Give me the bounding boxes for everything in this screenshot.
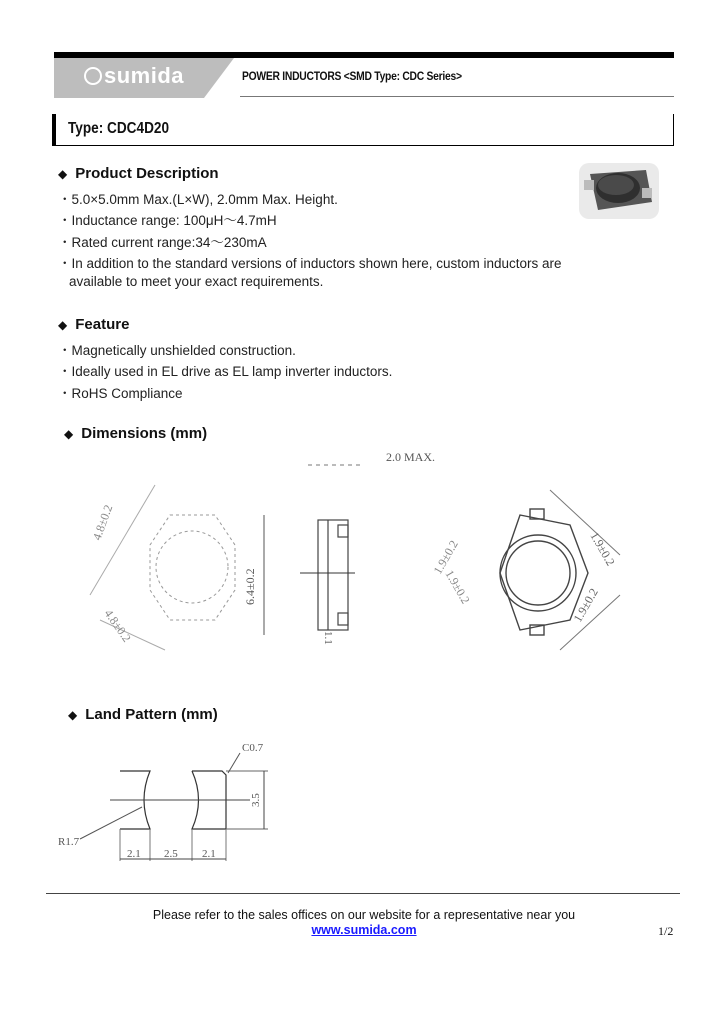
description-line: ・Rated current range:34～230mA [58,235,267,250]
land-pattern-drawing [50,735,290,870]
dim-label-d7: 1.9±0.2 [570,585,601,625]
feature-title: Feature [75,316,130,333]
header-title: POWER INDUCTORS <SMD Type: CDC Series> [242,69,462,83]
page-number: 1/2 [658,924,674,938]
dim-label-d8: 1.1 [322,631,334,645]
website-link[interactable]: www.sumida.com [311,923,417,937]
sumida-logo-icon [84,67,102,85]
description-line: available to meet your exact requirements. [69,274,324,289]
product-photo [576,160,662,222]
type-label: Type: CDC4D20 [68,120,170,137]
feature-line: ・RoHS Compliance [58,386,183,401]
dim-label-d1: 4.8±0.2 [89,502,116,543]
land-pattern-title: Land Pattern (mm) [85,706,218,723]
dim-label-d3: 6.4±0.2 [243,568,257,605]
feature-line: ・Ideally used in EL drive as EL lamp inverter inductors. [58,364,393,379]
product-description-heading [58,165,219,182]
brand-logo: sumida [104,63,185,88]
dimensions-drawing [60,445,660,675]
diamond-bullet-icon: ◆ [58,318,68,332]
header-underline [240,96,674,97]
dimensions-heading [64,425,207,442]
diamond-bullet-icon: ◆ [68,708,78,722]
dim-label-d4: 1.9±0.2 [430,537,461,577]
description-line: ・5.0×5.0mm Max.(L×W), 2.0mm Max. Height. [58,192,338,207]
land-label-radius: R1.7 [58,836,80,848]
land-label-w1: 2.1 [127,848,141,860]
description-line: ・In addition to the standard versions of inductors shown here, custom inductors are [58,256,562,271]
land-label-w2: 2.1 [202,848,216,860]
feature-heading [58,316,129,333]
land-pattern-heading [68,706,218,723]
type-box-bar [52,114,56,146]
product-description-title: Product Description [75,165,219,182]
dim-label-d2: 4.8±0.2 [101,606,134,645]
description-line: ・Inductance range: 100μH～4.7mH [58,213,277,228]
footer-rule [46,893,680,894]
feature-line: ・Magnetically unshielded construction. [58,343,296,358]
dim-label-d6: 1.9±0.2 [587,529,618,569]
footer-text: Please refer to the sales offices on our website for a representative near you [152,908,576,922]
land-label-height: 3.5 [250,793,262,807]
logo-band-tail [204,58,234,98]
diamond-bullet-icon: ◆ [58,167,68,181]
land-label-chamfer: C0.7 [242,742,264,754]
dimensions-title: Dimensions (mm) [81,425,208,442]
dim-label-d5: 1.9±0.2 [442,567,473,607]
land-label-gap: 2.5 [164,848,178,860]
dim-label-height: 2.0 MAX. [386,450,436,464]
diamond-bullet-icon: ◆ [64,427,74,441]
